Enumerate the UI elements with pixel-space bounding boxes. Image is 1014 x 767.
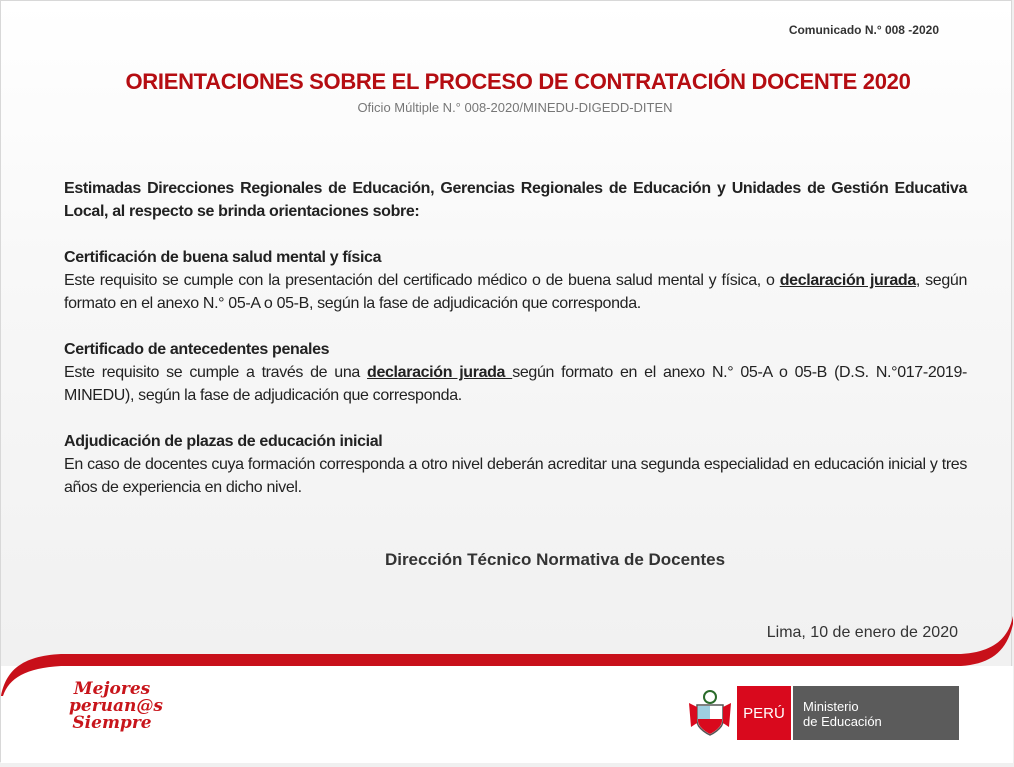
slogan-line: Siempre <box>72 713 152 733</box>
declaracion-jurada-link: declaración jurada <box>779 272 916 289</box>
section-text: Este requisito se cumple con la presentación del certificado médico o de buena salud mental y física, o <box>64 272 780 289</box>
date: Lima, 10 de enero de 2020 <box>766 624 958 641</box>
slogan-line: peruan@s <box>69 696 163 716</box>
section-heading: Adjudicación de plazas de educación inicial <box>64 433 383 450</box>
section-heading: Certificación de buena salud mental y física <box>64 249 382 266</box>
declaracion-jurada-link: declaración jurada <box>367 364 513 381</box>
oficio-reference: Oficio Múltiple N.° 008-2020/MINEDU-DIGEDD-DITEN <box>357 100 673 115</box>
intro-paragraph: Estimadas Direcciones Regionales de Educación, Gerencias Regionales de Educación y Unidades de Gestión Educativa Local, al respecto se brinda orientaciones sobre: <box>64 180 967 220</box>
peru-brand: PERÚ <box>737 686 791 740</box>
ministry-line: de Educación <box>803 714 882 729</box>
section-criminal-record <box>64 338 967 407</box>
signature: Dirección Técnico Normativa de Docentes <box>384 550 726 569</box>
section-health <box>64 246 967 315</box>
page-title: ORIENTACIONES SOBRE EL PROCESO DE CONTRATACIÓN DOCENTE 2020 <box>125 69 911 94</box>
section-text: Este requisito se cumple a través de una <box>64 364 368 381</box>
body-text <box>64 177 967 522</box>
section-text: En caso de docentes cuya formación corresponda a otro nivel deberán acreditar una segunda especialidad en educación inicial y tres años de experiencia en dicho nivel. <box>64 456 967 496</box>
ministry-line: Ministerio <box>803 699 859 714</box>
section-heading: Certificado de antecedentes penales <box>64 341 330 358</box>
coat-of-arms-icon <box>687 687 733 737</box>
section-text: según formato en el anexo N.° 05-A o 05-B (D.S. N.°017-2019-MINEDU), según la fase de adjudicación que corresponda. <box>64 364 967 404</box>
mejores-peruanos-logo <box>69 679 163 733</box>
slogan-line: Mejores <box>73 679 151 699</box>
section-initial-education <box>64 430 967 499</box>
section-text: , según formato en el anexo N.° 05-A o 05-B, según la fase de adjudicación que corresponda. <box>64 272 967 312</box>
comunicado-number: Comunicado N.° 008 -2020 <box>788 23 939 37</box>
ministry-name <box>793 686 959 740</box>
